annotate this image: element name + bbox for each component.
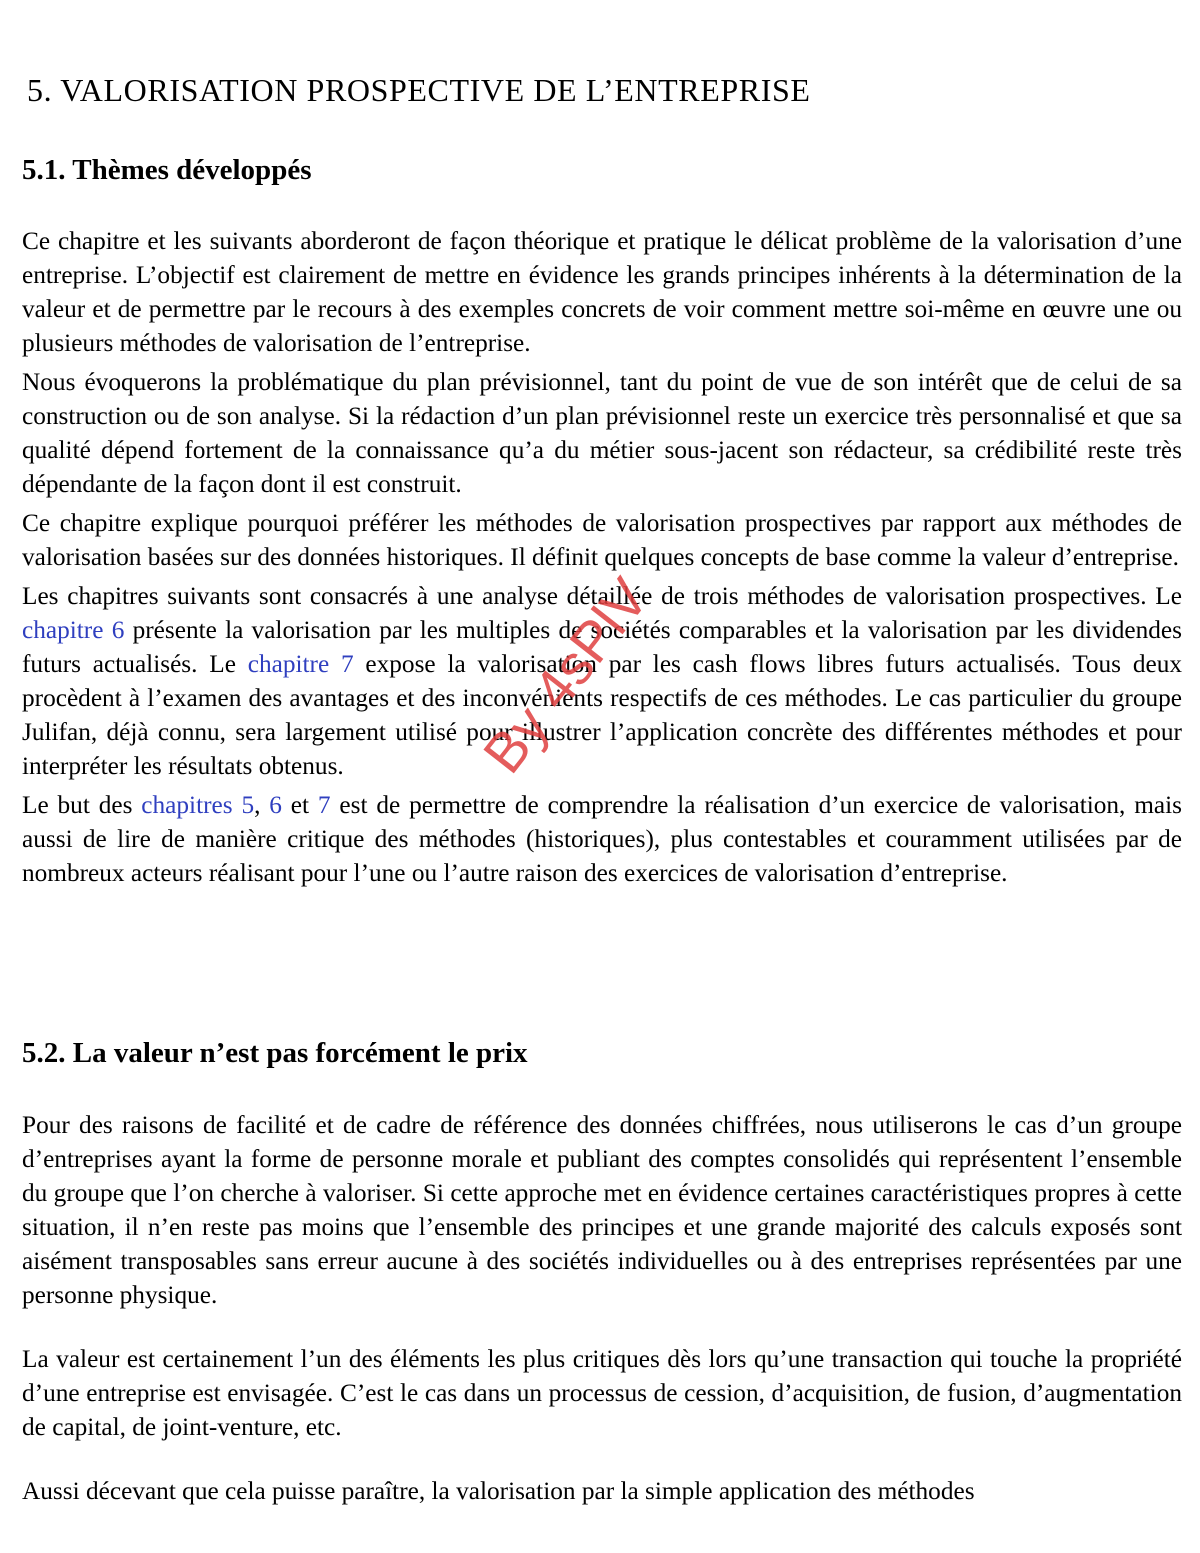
paragraph-text: présente la valorisation par les multiples de sociétés comparables et la valorisation par les dividendes futurs actualisés. Le [22, 616, 1182, 678]
paragraph: La valeur est certainement l’un des éléments les plus critiques dès lors qu’une transaction qui touche la propriété d’une entreprise est envisagée. C’est le cas dans un processus de cession, d’acquisition, de fusion, d’augmentation de capital, de joint-venture, etc. [22, 1345, 1182, 1441]
paragraph: Pour des raisons de facilité et de cadre de référence des données chiffrées, nous utiliserons le cas d’un groupe d’entreprises ayant la forme de personne morale et publiant des comptes consolidés qui représentent l’ensemble du groupe que l’on cherche à valoriser. Si cette approche met en évidence certaines caractéristiques propres à cette situation, il n’en reste pas moins que l’ensemble des principes et une grande majorité des calculs exposés sont aisément transposables sans erreur aucune à des sociétés individuelles ou à des entreprises représentées par une personne physique. [22, 1111, 1182, 1309]
chapter-6-ref-link[interactable]: 6 [269, 791, 282, 819]
paragraph [22, 579, 1182, 783]
paragraph-text: est de permettre de comprendre la réalisation d’un exercice de valorisation, mais aussi de lire de manière critique des méthodes (historiques), plus contestables et couramment utilisées par de nombreux acteurs réalisant pour l’une ou l’autre raison des exercices de valorisation d’entreprise. [22, 791, 1183, 887]
paragraph-text: Les chapitres suivants sont consacrés à une analyse détaillée de trois méthodes de valorisation prospectives. Le [22, 582, 1182, 610]
section-5-2-body [22, 1108, 1182, 1508]
page-title: 5. VALORISATION PROSPECTIVE DE L’ENTREPRISE [27, 72, 811, 108]
paragraph: Ce chapitre et les suivants aborderont de façon théorique et pratique le délicat problème de la valorisation d’une entreprise. L’objectif est clairement de mettre en évidence les grands principes inhérents à la détermination de la valeur et de permettre par le recours à des exemples concrets de voir comment mettre soi-même en œuvre une ou plusieurs méthodes de valorisation de l’entreprise. [22, 227, 1182, 357]
section-heading-5-2: 5.2. La valeur n’est pas forcément le prix [22, 1037, 528, 1069]
paragraph-text: expose la valorisation par les cash flows libres futurs actualisés. Tous deux procèdent à l’examen des avantages et des inconvénients respectifs de ces méthodes. Le cas particulier du groupe Julifan, déjà connu, sera largement utilisé pour illustrer l’application concrète des différentes méthodes et pour interpréter les résultats obtenus. [22, 650, 1182, 780]
paragraph [22, 788, 1182, 890]
chapter-7-link[interactable]: chapitre 7 [247, 650, 354, 678]
watermark: By 4sPlV [470, 566, 661, 785]
paragraph: Aussi décevant que cela puisse paraître, la valorisation par la simple application des méthodes [22, 1477, 975, 1505]
paragraph-text: Le but des [22, 791, 142, 819]
section-heading-5-1: 5.1. Thèmes développés [22, 154, 312, 186]
chapters-5-link[interactable]: chapitres 5 [141, 791, 255, 819]
paragraph-text: et [281, 791, 318, 819]
paragraph-text: , [254, 791, 270, 819]
chapter-6-link[interactable]: chapitre 6 [22, 616, 125, 644]
paragraph: Nous évoquerons la problématique du plan prévisionnel, tant du point de vue de son intérêt que de celui de sa construction ou de son analyse. Si la rédaction d’un plan prévisionnel reste un exercice très personnalisé et que sa qualité dépend fortement de la connaissance qu’a du métier sous-jacent son rédacteur, sa crédibilité reste très dépendante de la façon dont il est construit. [22, 368, 1182, 498]
chapter-7-ref-link[interactable]: 7 [317, 791, 331, 819]
section-5-1-body [22, 224, 1182, 890]
paragraph: Ce chapitre explique pourquoi préférer les méthodes de valorisation prospectives par rapport aux méthodes de valorisation basées sur des données historiques. Il définit quelques concepts de base comme la valeur d’entreprise. [22, 509, 1182, 571]
